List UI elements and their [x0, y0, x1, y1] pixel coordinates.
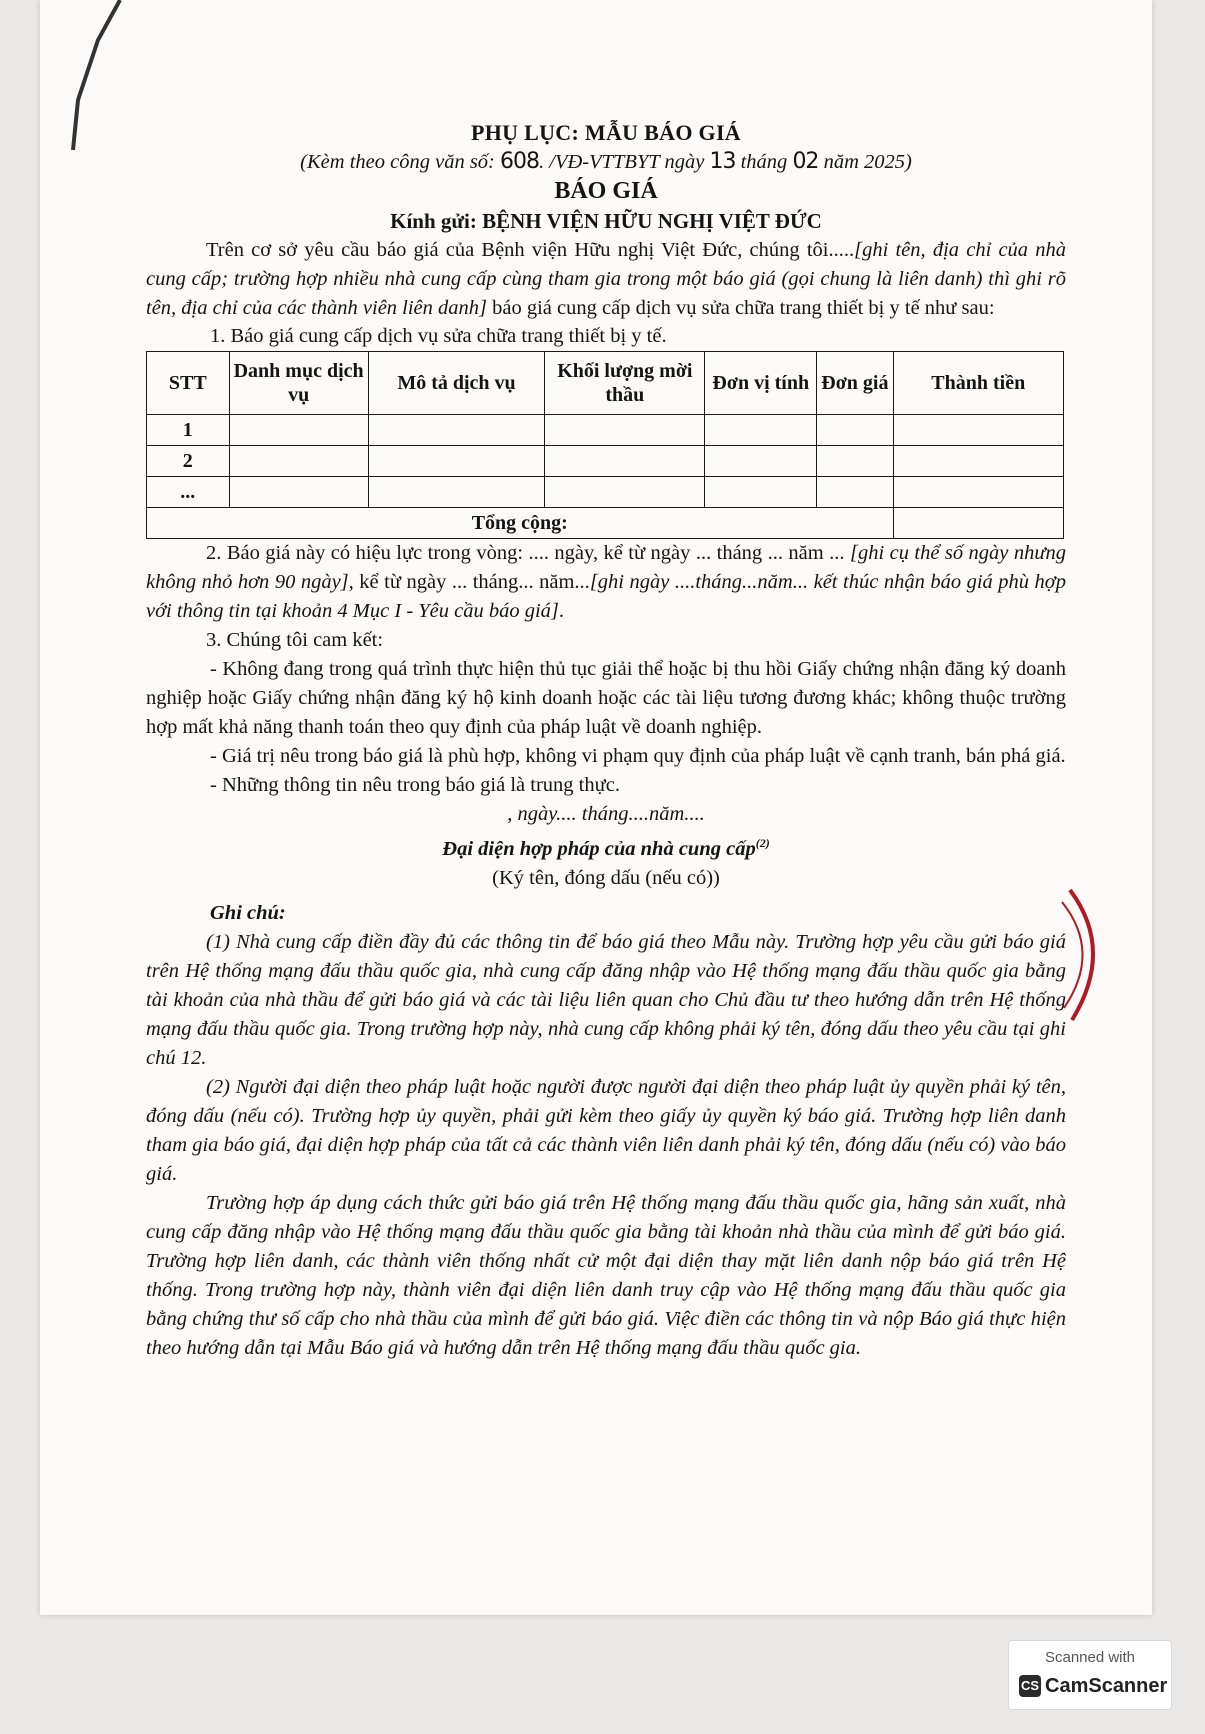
table-cell[interactable]	[705, 477, 817, 508]
section-2-text-2: , kể từ ngày ... tháng... năm...	[348, 571, 590, 593]
table-cell[interactable]	[229, 477, 368, 508]
notes-title: Ghi chú:	[210, 901, 286, 924]
watermark-line-2	[1019, 1675, 1167, 1698]
document-content	[146, 118, 1066, 1363]
table-cell[interactable]	[817, 415, 893, 446]
section-1-title: 1. Báo giá cung cấp dịch vụ sửa chữa trang thiết bị y tế.	[210, 325, 667, 347]
reference-number: 608	[500, 149, 539, 174]
quotation-table	[146, 351, 1064, 539]
section-3-title: 3. Chúng tôi cam kết:	[206, 629, 384, 651]
signature-role-text: Đại diện hợp pháp của nhà cung cấp	[442, 837, 756, 860]
table-cell[interactable]	[705, 446, 817, 477]
col-header-unit: Đơn vị tính	[705, 352, 817, 415]
watermark-brand: CamScanner	[1045, 1675, 1168, 1697]
total-label: Tổng cộng:	[147, 508, 894, 539]
table-row	[147, 477, 1064, 508]
total-amount-cell[interactable]	[893, 508, 1063, 539]
note-1: (1) Nhà cung cấp điền đầy đủ các thông tin để báo giá theo Mẫu này. Trường hợp yêu cầu gửi báo giá trên Hệ thống mạng đấu thầu quốc gia, nhà cung cấp đăng nhập vào Hệ thống mạng đấu thầu quốc gia bằng tài khoản của nhà thầu để gửi báo giá và các tài liệu liên quan cho Chủ đầu tư theo hướng dẫn trên Hệ thống mạng đấu thầu quốc gia. Trong trường hợp này, nhà cung cấp không phải ký tên, đóng dấu theo yêu cầu tại ghi chú 12.	[146, 930, 1066, 1069]
col-header-quantity: Khối lượng mời thầu	[545, 352, 705, 415]
intro-italic: [ghi tên, địa chỉ của nhà cung cấp; trường hợp nhiều nhà cung cấp cùng tham gia trong một báo giá (gọi chung là liên danh) thì ghi rõ tên, địa chỉ của các thành viên liên danh]	[146, 239, 1066, 319]
table-cell[interactable]	[229, 446, 368, 477]
intro-end: báo giá cung cấp dịch vụ sửa chữa trang thiết bị y tế như sau:	[487, 297, 995, 319]
table-cell[interactable]	[368, 446, 545, 477]
reference-day: 13	[709, 149, 736, 174]
camscanner-icon: CS	[1019, 1675, 1041, 1697]
table-cell[interactable]	[893, 415, 1063, 446]
reference-suffix: năm 2025)	[818, 151, 912, 173]
camscanner-watermark	[1008, 1640, 1172, 1710]
table-cell[interactable]	[817, 446, 893, 477]
section-2-italic-2: [ghi ngày ....tháng...năm... kết thúc nhận báo giá phù hợp với thông tin tại khoản 4 Mục I - Yêu cầu báo giá]	[146, 571, 1066, 622]
table-cell[interactable]	[545, 415, 705, 446]
row-number: ...	[147, 477, 230, 508]
recipient-line: Kính gửi: BỆNH VIỆN HỮU NGHỊ VIỆT ĐỨC	[390, 209, 822, 233]
note-2: (2) Người đại diện theo pháp luật hoặc người được người đại diện theo pháp luật ủy quyền phải ký tên, đóng dấu (nếu có). Trường hợp ủy quyền, phải gửi kèm theo giấy ủy quyền ký báo giá. Trường hợp liên danh tham gia báo giá, đại diện hợp pháp của tất cả các thành viên liên danh phải ký tên, đóng dấu (nếu có) vào báo giá.	[146, 1075, 1066, 1185]
table-total-row	[147, 508, 1064, 539]
table-cell[interactable]	[368, 415, 545, 446]
watermark-line-1: Scanned with	[1044, 1649, 1136, 1666]
col-header-unit-price: Đơn giá	[817, 352, 893, 415]
table-row	[147, 446, 1064, 477]
signature-role	[146, 829, 1066, 864]
col-header-description: Mô tả dịch vụ	[368, 352, 545, 415]
appendix-title: PHỤ LỤC: MẪU BÁO GIÁ	[471, 120, 741, 145]
commitment-item-2: - Giá trị nêu trong báo giá là phù hợp, không vi phạm quy định của pháp luật về cạnh tranh, bán phá giá.	[210, 745, 1066, 767]
table-cell[interactable]	[705, 415, 817, 446]
table-row	[147, 415, 1064, 446]
row-number: 1	[147, 415, 230, 446]
commitment-item-3: - Những thông tin nêu trong báo giá là trung thực.	[210, 774, 620, 796]
commitment-item-1: - Không đang trong quá trình thực hiện thủ tục giải thể hoặc bị thu hồi Giấy chứng nhận đăng ký doanh nghiệp hoặc Giấy chứng nhận đăng ký hộ kinh doanh hoặc các tài liệu tương đương khác; không thuộc trường hợp mất khả năng thanh toán theo quy định của pháp luật về doanh nghiệp.	[146, 658, 1066, 738]
reference-prefix: (Kèm theo công văn số:	[300, 151, 500, 173]
scan-edge-mark	[38, 0, 128, 150]
section-2-italic-1: [ghi cụ thể số ngày nhưng không nhỏ hơn 90 ngày]	[146, 542, 1066, 593]
table-cell[interactable]	[545, 477, 705, 508]
note-3: Trường hợp áp dụng cách thức gửi báo giá trên Hệ thống mạng đấu thầu quốc gia, hãng sản xuất, nhà cung cấp đăng nhập vào Hệ thống mạng đấu thầu quốc gia bằng tài khoản nhà thầu của mình để gửi báo giá. Trường hợp liên danh, các thành viên thống nhất cử một đại diện thay mặt liên danh nộp báo giá trên Hệ thống. Trong trường hợp này, thành viên đại diện liên danh truy cập vào Hệ thống mạng đấu thầu quốc gia bằng chứng thư số cấp cho nhà thầu của mình để gửi báo giá. Việc điền các thông tin và nộp Báo giá thực hiện theo hướng dẫn tại Mẫu Báo giá và hướng dẫn trên Hệ thống mạng đấu thầu quốc gia.	[146, 1191, 1066, 1359]
table-header-row	[147, 352, 1064, 415]
table-cell[interactable]	[817, 477, 893, 508]
intro-text: Trên cơ sở yêu cầu báo giá của Bệnh viện Hữu nghị Việt Đức, chúng tôi.....	[206, 239, 855, 261]
intro-paragraph	[146, 236, 1066, 323]
table-cell[interactable]	[545, 446, 705, 477]
col-header-amount: Thành tiền	[893, 352, 1063, 415]
row-number: 2	[147, 446, 230, 477]
table-cell[interactable]	[893, 477, 1063, 508]
section-2-paragraph	[146, 539, 1066, 626]
table-cell[interactable]	[368, 477, 545, 508]
section-2-text: 2. Báo giá này có hiệu lực trong vòng: .... ngày, kể từ ngày ... tháng ... năm ...	[206, 542, 850, 564]
col-header-service: Danh mục dịch vụ	[229, 352, 368, 415]
notes-block	[146, 928, 1066, 1363]
reference-line	[146, 148, 1066, 176]
col-header-stt: STT	[147, 352, 230, 415]
reference-mid: . /VĐ-VTTBYT ngày	[539, 151, 710, 173]
table-cell[interactable]	[893, 446, 1063, 477]
red-stamp-edge	[1060, 880, 1120, 1030]
document-title: BÁO GIÁ	[554, 178, 658, 204]
section-2-end: .	[558, 600, 565, 622]
table-cell[interactable]	[229, 415, 368, 446]
reference-month-word: tháng	[735, 151, 793, 173]
signature-date: , ngày.... tháng....năm....	[507, 803, 705, 825]
signature-instruction: (Ký tên, đóng dấu (nếu có))	[492, 866, 720, 889]
reference-month: 02	[792, 149, 819, 174]
signature-role-sup: (2)	[755, 836, 770, 850]
